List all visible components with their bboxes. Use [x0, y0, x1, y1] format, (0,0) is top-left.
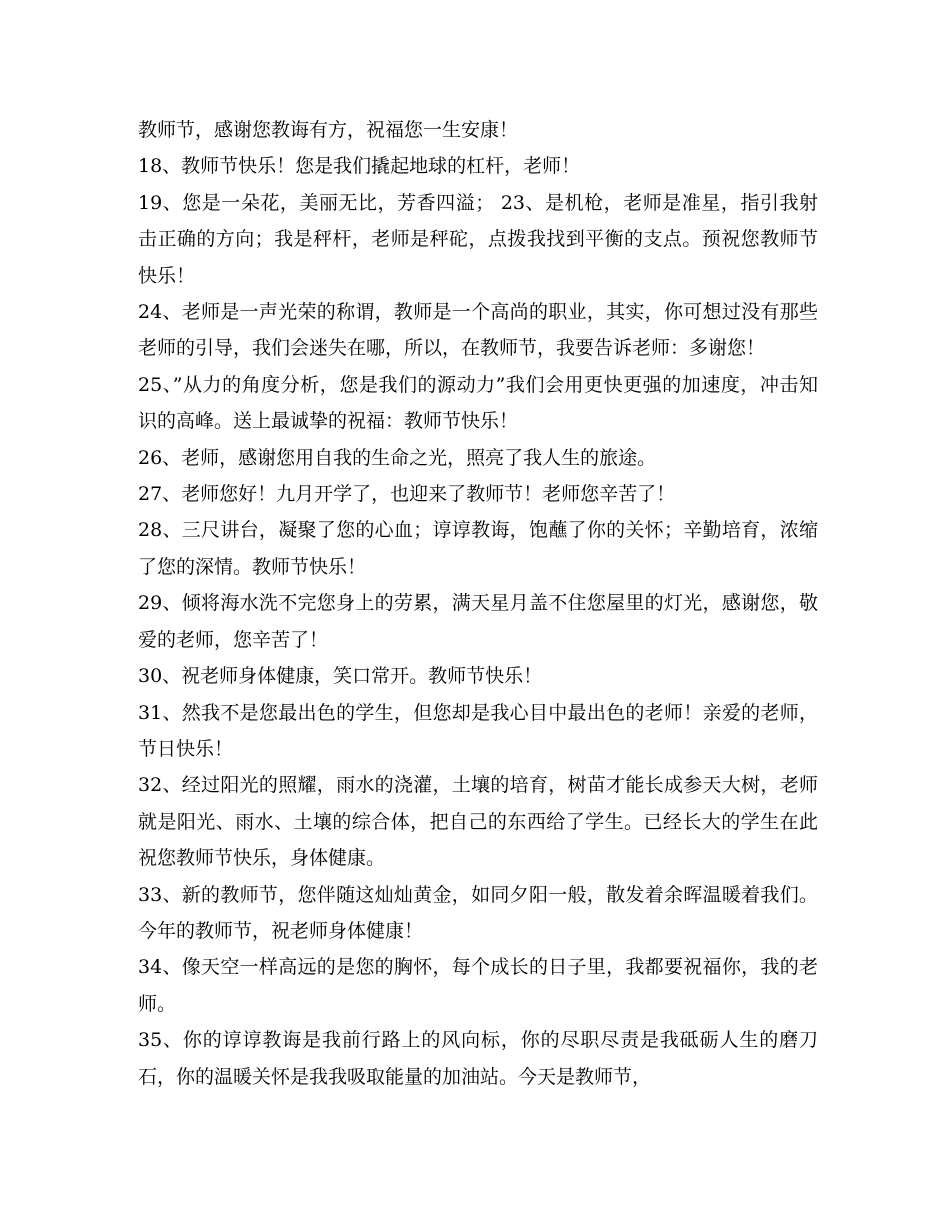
paragraph-33: 33、新的教师节，您伴随这灿灿黄金，如同夕阳一般，散发着余晖温暖着我们。今年的教师节，祝老师身体健康！ [138, 883, 818, 942]
paragraph-25: 25、”从力的角度分析，您是我们的源动力”我们会用更快更强的加速度，冲击知识的高峰。送上最诚挚的祝福：教师节快乐！ [138, 373, 818, 433]
paragraph-32: 32、经过阳光的照耀，雨水的浇灌，土壤的培育，树苗才能长成参天大树，老师就是阳光、雨水、土壤的综合体，把自己的东西给了学生。已经长大的学生在此祝您教师节快乐，身体健康。 [138, 774, 818, 870]
paragraph-35: 35、你的谆谆教诲是我前行路上的风向标，你的尽职尽责是我砥砺人生的磨刀石，你的温暖关怀是我我吸取能量的加油站。今天是教师节， [138, 1029, 818, 1088]
paragraph-29: 29、倾将海水洗不完您身上的劳累，满天星月盖不住您屋里的灯光，感谢您，敬爱的老师，您辛苦了！ [138, 592, 818, 651]
paragraph-34: 34、像天空一样高远的是您的胸怀，每个成长的日子里，我都要祝福你，我的老师。 [138, 956, 818, 1015]
paragraph-18: 18、教师节快乐！您是我们撬起地球的杠杆，老师！ [138, 155, 581, 178]
paragraph-28: 28、三尺讲台，凝聚了您的心血；谆谆教诲，饱蘸了你的关怀；辛勤培育，浓缩了您的深情。教师节快乐！ [138, 519, 818, 578]
paragraph-26: 26、老师，感谢您用自我的生命之光，照亮了我人生的旅途。 [138, 446, 657, 469]
paragraph-19: 19、您是一朵花，美丽无比，芳香四溢； 23、是机枪，老师是准星，指引我射击正确的方向；我是秤杆，老师是秤砣，点拨我找到平衡的支点。预祝您教师节快乐！ [138, 191, 818, 287]
paragraph-continuation: 教师节，感谢您教诲有方，祝福您一生安康！ [138, 119, 519, 141]
document-body [138, 112, 818, 1095]
paragraph-30: 30、祝老师身体健康，笑口常开。教师节快乐！ [138, 665, 543, 688]
paragraph-27: 27、老师您好！九月开学了，也迎来了教师节！老师您辛苦了！ [138, 483, 676, 506]
paragraph-31: 31、然我不是您最出色的学生，但您却是我心目中最出色的老师！亲爱的老师，节日快乐！ [138, 701, 818, 760]
paragraph-24: 24、老师是一声光荣的称谓，教师是一个高尚的职业，其实，你可想过没有那些老师的引导，我们会迷失在哪，所以，在教师节，我要告诉老师：多谢您！ [138, 301, 818, 360]
